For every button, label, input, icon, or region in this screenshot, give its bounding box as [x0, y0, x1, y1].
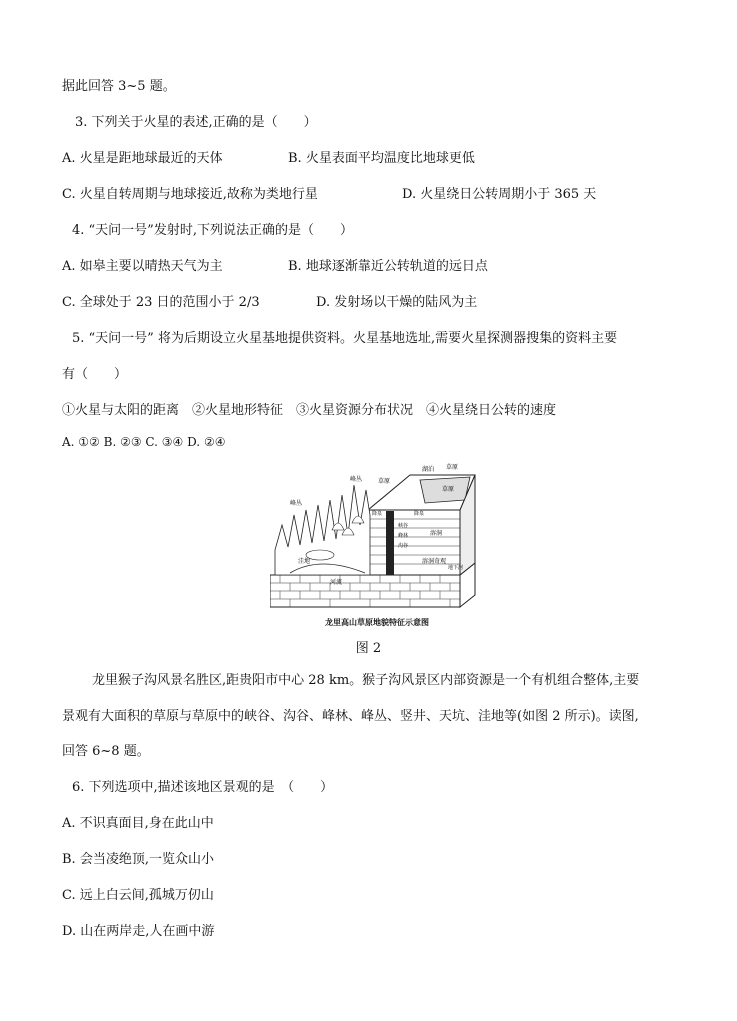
question-6-option-c: C. 远上白云间,孤城万仞山 — [62, 888, 214, 903]
svg-text:地下河: 地下河 — [448, 565, 464, 571]
figure-label: 图 2 — [355, 641, 382, 656]
svg-text:溶洞奇观: 溶洞奇观 — [422, 558, 447, 565]
svg-text:峰丛: 峰丛 — [290, 500, 303, 507]
question-5-options: A. ①② B. ②③ C. ③④ D. ②④ — [62, 435, 226, 449]
question-6-option-a: A. 不识真面目,身在此山中 — [62, 816, 214, 831]
svg-text:降泉: 降泉 — [372, 511, 383, 517]
svg-text:湖泊: 湖泊 — [422, 466, 435, 473]
question-3-option-b: B. 火星表面平均温度比地球更低 — [288, 151, 475, 166]
intro-text: 据此回答 3~5 题。 — [62, 79, 176, 94]
question-3-option-a: A. 火星是距地球最近的天体 — [62, 151, 223, 166]
svg-text:草原: 草原 — [446, 464, 459, 471]
question-5-items: ①火星与太阳的距离 ②火星地形特征 ③火星资源分布状况 ④火星绕日公转的速度 — [62, 403, 557, 418]
passage-line-2: 景观有大面积的草原与草原中的峡谷、沟谷、峰林、峰丛、竖井、天坑、洼地等(如图 2 所示)。读图, — [62, 709, 639, 724]
svg-text:降泉: 降泉 — [414, 511, 425, 517]
question-3-stem: 3. 下列关于火星的表述,正确的是（ ） — [75, 115, 317, 130]
question-5-stem-line1: 5. “天问一号” 将为后期设立火星基地提供资料。火星基地选址,需要火星探测器搜集的资料主要 — [72, 331, 618, 346]
passage-line-1: 龙里猴子沟风景名胜区,距贵阳市中心 28 km。猴子沟风景区内部资源是一个有机组合整体,主要 — [92, 673, 640, 688]
question-4-option-a: A. 如皋主要以晴热天气为主 — [62, 259, 223, 274]
svg-text:草原: 草原 — [442, 486, 455, 493]
question-5-stem-line2: 有（ ） — [62, 367, 128, 382]
svg-text:河流: 河流 — [330, 579, 343, 586]
question-4-stem: 4. “天问一号”发射时,下列说法正确的是（ ） — [72, 223, 353, 238]
svg-text:峰林: 峰林 — [398, 533, 409, 539]
passage-line-3: 回答 6~8 题。 — [62, 744, 150, 759]
question-6-option-b: B. 会当凌绝顶,一览众山小 — [62, 852, 214, 867]
question-4-option-c: C. 全球处于 23 日的范围小于 2/3 — [62, 295, 260, 310]
figure-caption: 龙里高山草原地貌特征示意图 — [325, 618, 429, 627]
svg-text:洼地: 洼地 — [298, 558, 311, 565]
question-4-option-d: D. 发射场以干燥的陆风为主 — [316, 295, 478, 310]
question-6-stem: 6. 下列选项中,描述该地区景观的是 （ ） — [72, 780, 334, 795]
svg-text:峰丛: 峰丛 — [350, 476, 363, 483]
question-6-option-d: D. 山在两岸走,人在画中游 — [62, 924, 215, 939]
svg-text:峡谷: 峡谷 — [398, 523, 409, 529]
landform-diagram-graphic — [270, 455, 484, 615]
svg-text:沟谷: 沟谷 — [398, 543, 409, 549]
svg-text:草原: 草原 — [378, 478, 391, 485]
svg-text:溶洞: 溶洞 — [430, 530, 443, 537]
question-3-option-d: D. 火星绕日公转周期小于 365 天 — [402, 187, 597, 202]
landform-diagram — [270, 455, 484, 631]
question-4-option-b: B. 地球逐渐靠近公转轨道的远日点 — [288, 259, 488, 274]
question-3-option-c: C. 火星自转周期与地球接近,故称为类地行星 — [62, 187, 318, 202]
